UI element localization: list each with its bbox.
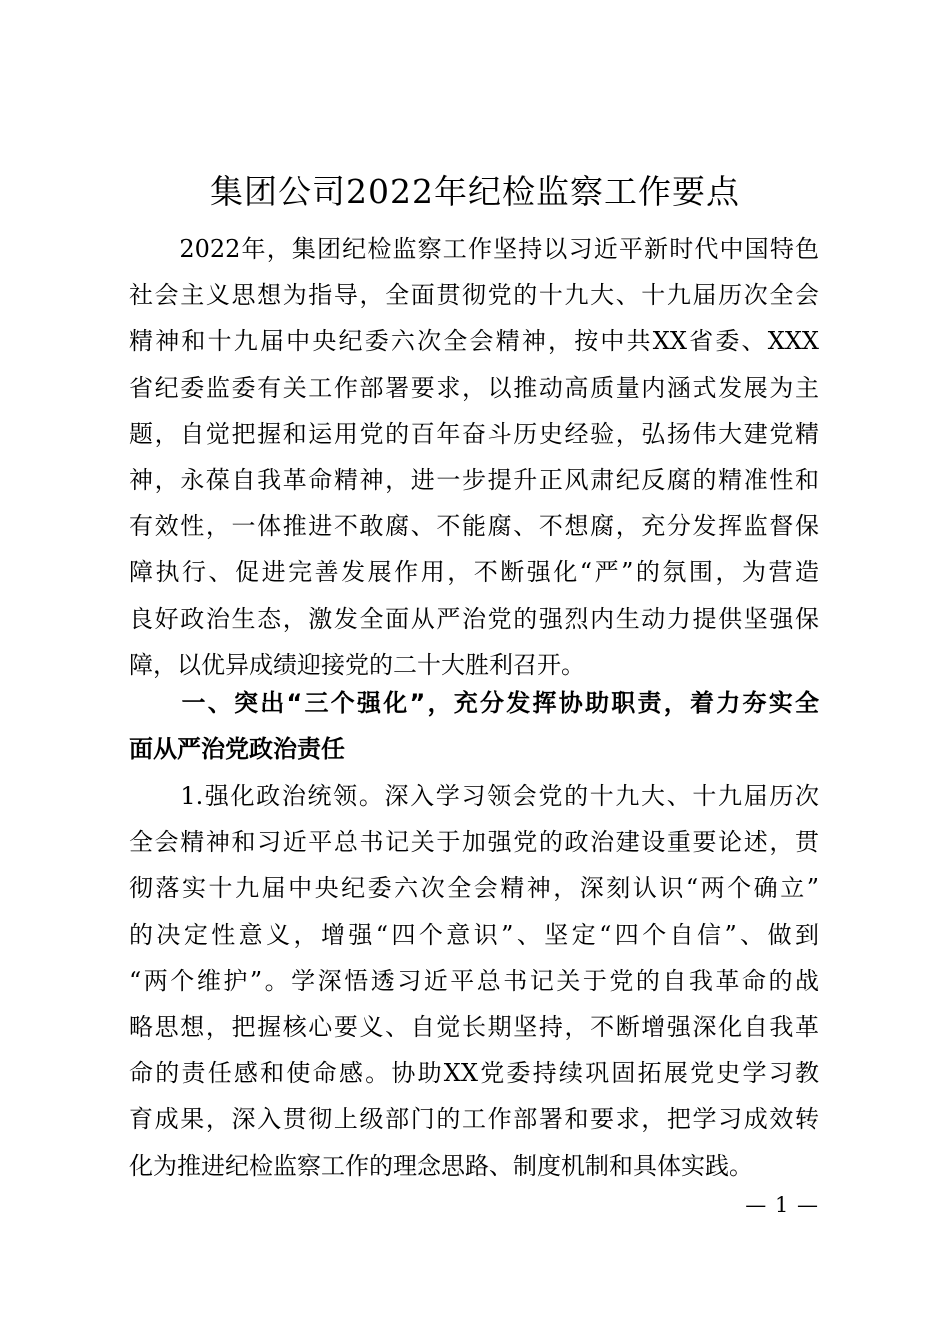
- item-1-line: 命的责任感和使命感。协助XX党委持续巩固拓展党史学习教: [129, 1059, 819, 1088]
- intro-paragraph: [129, 226, 819, 688]
- intro-line: 社会主义思想为指导，全面贯彻党的十九大、十九届历次全会: [129, 281, 819, 310]
- item-1-line: “两个维护”。学深悟透习近平总书记关于党的自我革命的战: [129, 966, 819, 995]
- item-1-line: 化为推进纪检监察工作的理念思路、制度机制和具体实践。: [129, 1151, 753, 1180]
- item-1-line: 1.强化政治统领。深入学习领会党的十九大、十九届历次: [129, 782, 819, 810]
- section-heading-1: [129, 680, 819, 772]
- intro-line: 良好政治生态，激发全面从严治党的强烈内生动力提供坚强保: [129, 604, 819, 633]
- intro-line: 精神和十九届中央纪委六次全会精神，按中共XX省委、XXX: [129, 327, 819, 356]
- document-title: 集团公司2022年纪检监察工作要点: [210, 172, 740, 211]
- item-1-line: 全会精神和习近平总书记关于加强党的政治建设重要论述，贯: [129, 828, 819, 857]
- page-number: — 1 —: [745, 1193, 819, 1217]
- item-1-paragraph: [129, 773, 819, 1189]
- intro-line: 障执行、促进完善发展作用，不断强化“严”的氛围，为营造: [129, 558, 819, 587]
- item-1-line: 的决定性意义，增强“四个意识”、坚定“四个自信”、做到: [129, 920, 819, 949]
- item-1-line: 彻落实十九届中央纪委六次全会精神，深刻认识“两个确立”: [129, 874, 819, 903]
- item-1-line: 育成果，深入贯彻上级部门的工作部署和要求，把学习成效转: [129, 1105, 819, 1134]
- intro-line: 障，以优异成绩迎接党的二十大胜利召开。: [129, 650, 585, 679]
- intro-line: 题，自觉把握和运用党的百年奋斗历史经验，弘扬伟大建党精: [129, 419, 819, 448]
- section-heading-line: 一、突出“三个强化”，充分发挥协助职责，着力夯实全: [129, 689, 819, 717]
- section-heading-line: 面从严治党政治责任: [129, 735, 345, 763]
- intro-line: 有效性，一体推进不敢腐、不能腐、不想腐，充分发挥监督保: [129, 512, 819, 541]
- intro-line: 省纪委监委有关工作部署要求，以推动高质量内涵式发展为主: [129, 373, 819, 402]
- intro-line: 2022年，集团纪检监察工作坚持以习近平新时代中国特色: [129, 235, 819, 263]
- intro-line: 神，永葆自我革命精神，进一步提升正风肃纪反腐的精准性和: [129, 466, 819, 495]
- item-1-line: 略思想，把握核心要义、自觉长期坚持，不断增强深化自我革: [129, 1013, 819, 1042]
